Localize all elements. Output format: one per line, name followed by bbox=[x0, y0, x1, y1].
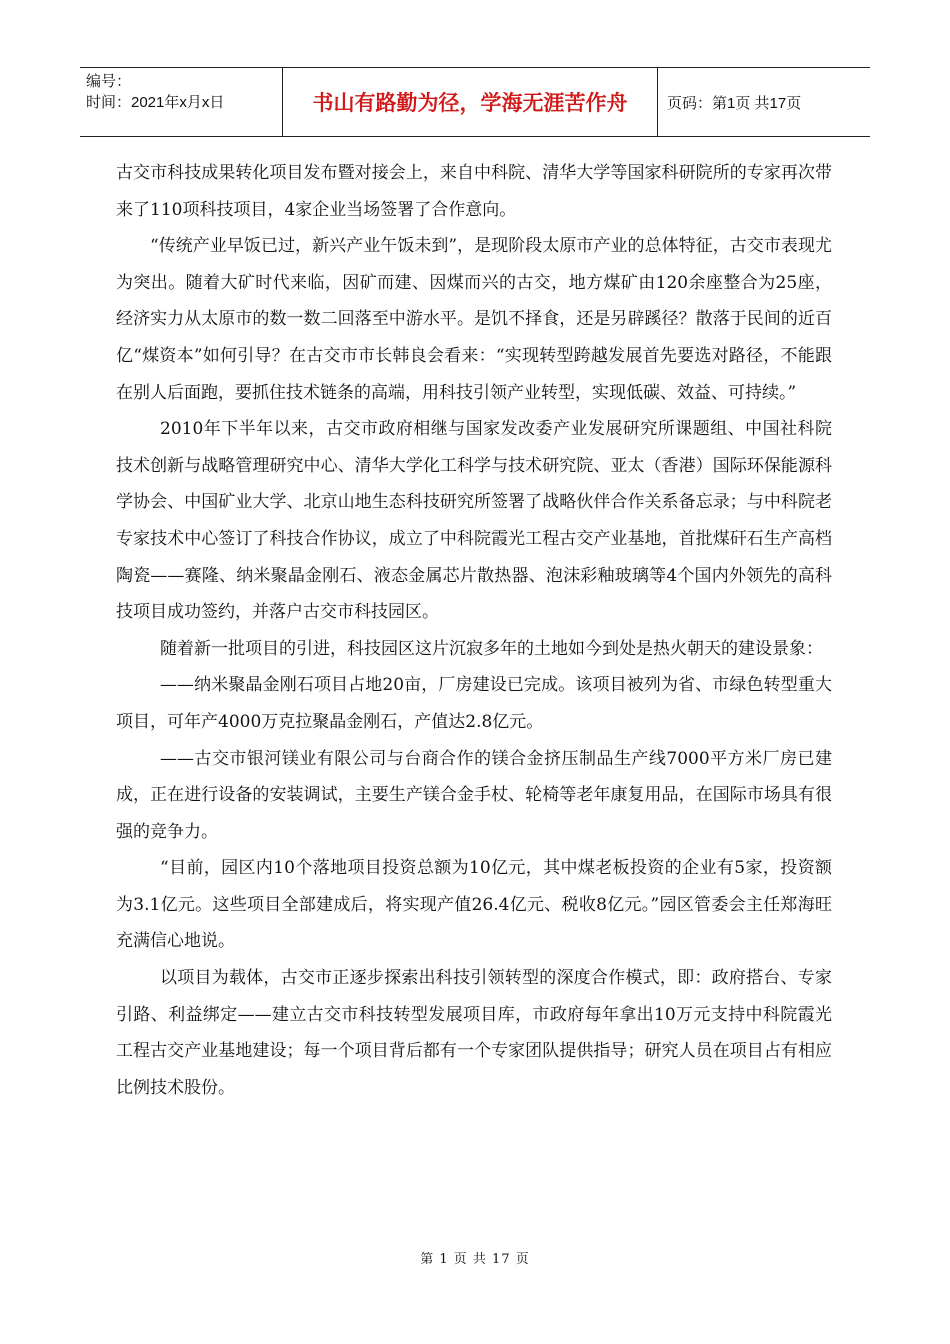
paragraph: ——古交市银河镁业有限公司与台商合作的镁合金挤压制品生产线7000平方米厂房已建成，正在进行设备的安装调试，主要生产镁合金手杖、轮椅等老年康复用品，在国际市场具有很强的竞争力。 bbox=[116, 748, 832, 842]
article-body bbox=[116, 155, 832, 1106]
paragraph: ——纳米聚晶金刚石项目占地20亩，厂房建设已完成。该项目被列为省、市绿色转型重大项目，可年产4000万克拉聚晶金刚石，产值达2.8亿元。 bbox=[116, 675, 832, 732]
paragraph: “传统产业早饭已过，新兴产业午饭未到”，是现阶段太原市产业的总体特征，古交市表现尤为突出。随着大矿时代来临，因矿而建、因煤而兴的古交，地方煤矿由120余座整合为25座，经济实力从太原市的数一数二回落至中游水平。是饥不择食，还是另辟蹊径？散落于民间的近百亿“煤资本”如何引导？在古交市市长韩良会看来：“实现转型跨越发展首先要选对路径，不能跟在别人后面跑，要抓住技术链条的高端，用科技引领产业转型，实现低碳、效益、可持续。” bbox=[116, 236, 832, 403]
paragraph: 以项目为载体，古交市正逐步探索出科技引领转型的深度合作模式，即：政府搭台、专家引路、利益绑定——建立古交市科技转型发展项目库，市政府每年拿出10万元支持中科院霞光工程古交产业基地建设；每一个项目背后都有一个专家团队提供指导；研究人员在项目占有相应比例技术股份。 bbox=[116, 968, 832, 1098]
paragraph: 2010年下半年以来，古交市政府相继与国家发改委产业发展研究所课题组、中国社科院技术创新与战略管理研究中心、清华大学化工科学与技术研究院、亚太（香港）国际环保能源科学协会、中国矿业大学、北京山地生态科技研究所签署了战略伙伴合作关系备忘录；与中科院老专家技术中心签订了科技合作协议，成立了中科院霞光工程古交产业基地，首批煤矸石生产高档陶瓷——赛隆、纳米聚晶金刚石、液态金属芯片散热器、泡沫彩釉玻璃等4个国内外领先的高科技项目成功签约，并落户古交市科技园区。 bbox=[116, 419, 832, 623]
header-motto: 书山有路勤为径，学海无涯苦作舟 bbox=[282, 68, 658, 136]
paragraph: “目前，园区内10个落地项目投资总额为10亿元，其中煤老板投资的企业有5家，投资额为3.1亿元。这些项目全部建成后，将实现产值26.4亿元、税收8亿元。”园区管委会主任郑海旺充满信心地说。 bbox=[116, 858, 832, 952]
page-footer: 第 1 页 共 17 页 bbox=[420, 1252, 530, 1267]
page-header bbox=[80, 67, 870, 137]
header-page-code: 页码：第1页 共17页 bbox=[667, 94, 802, 112]
document-date: 时间：2021年x月x日 bbox=[86, 94, 225, 111]
header-info bbox=[80, 68, 282, 136]
paragraph: 随着新一批项目的引进，科技园区这片沉寂多年的土地如今到处是热火朝天的建设景象： bbox=[160, 638, 823, 659]
paragraph: 古交市科技成果转化项目发布暨对接会上，来自中科院、清华大学等国家科研院所的专家再次带来了110项科技项目，4家企业当场签署了合作意向。 bbox=[116, 163, 832, 220]
document-number-label: 编号： bbox=[86, 73, 132, 90]
